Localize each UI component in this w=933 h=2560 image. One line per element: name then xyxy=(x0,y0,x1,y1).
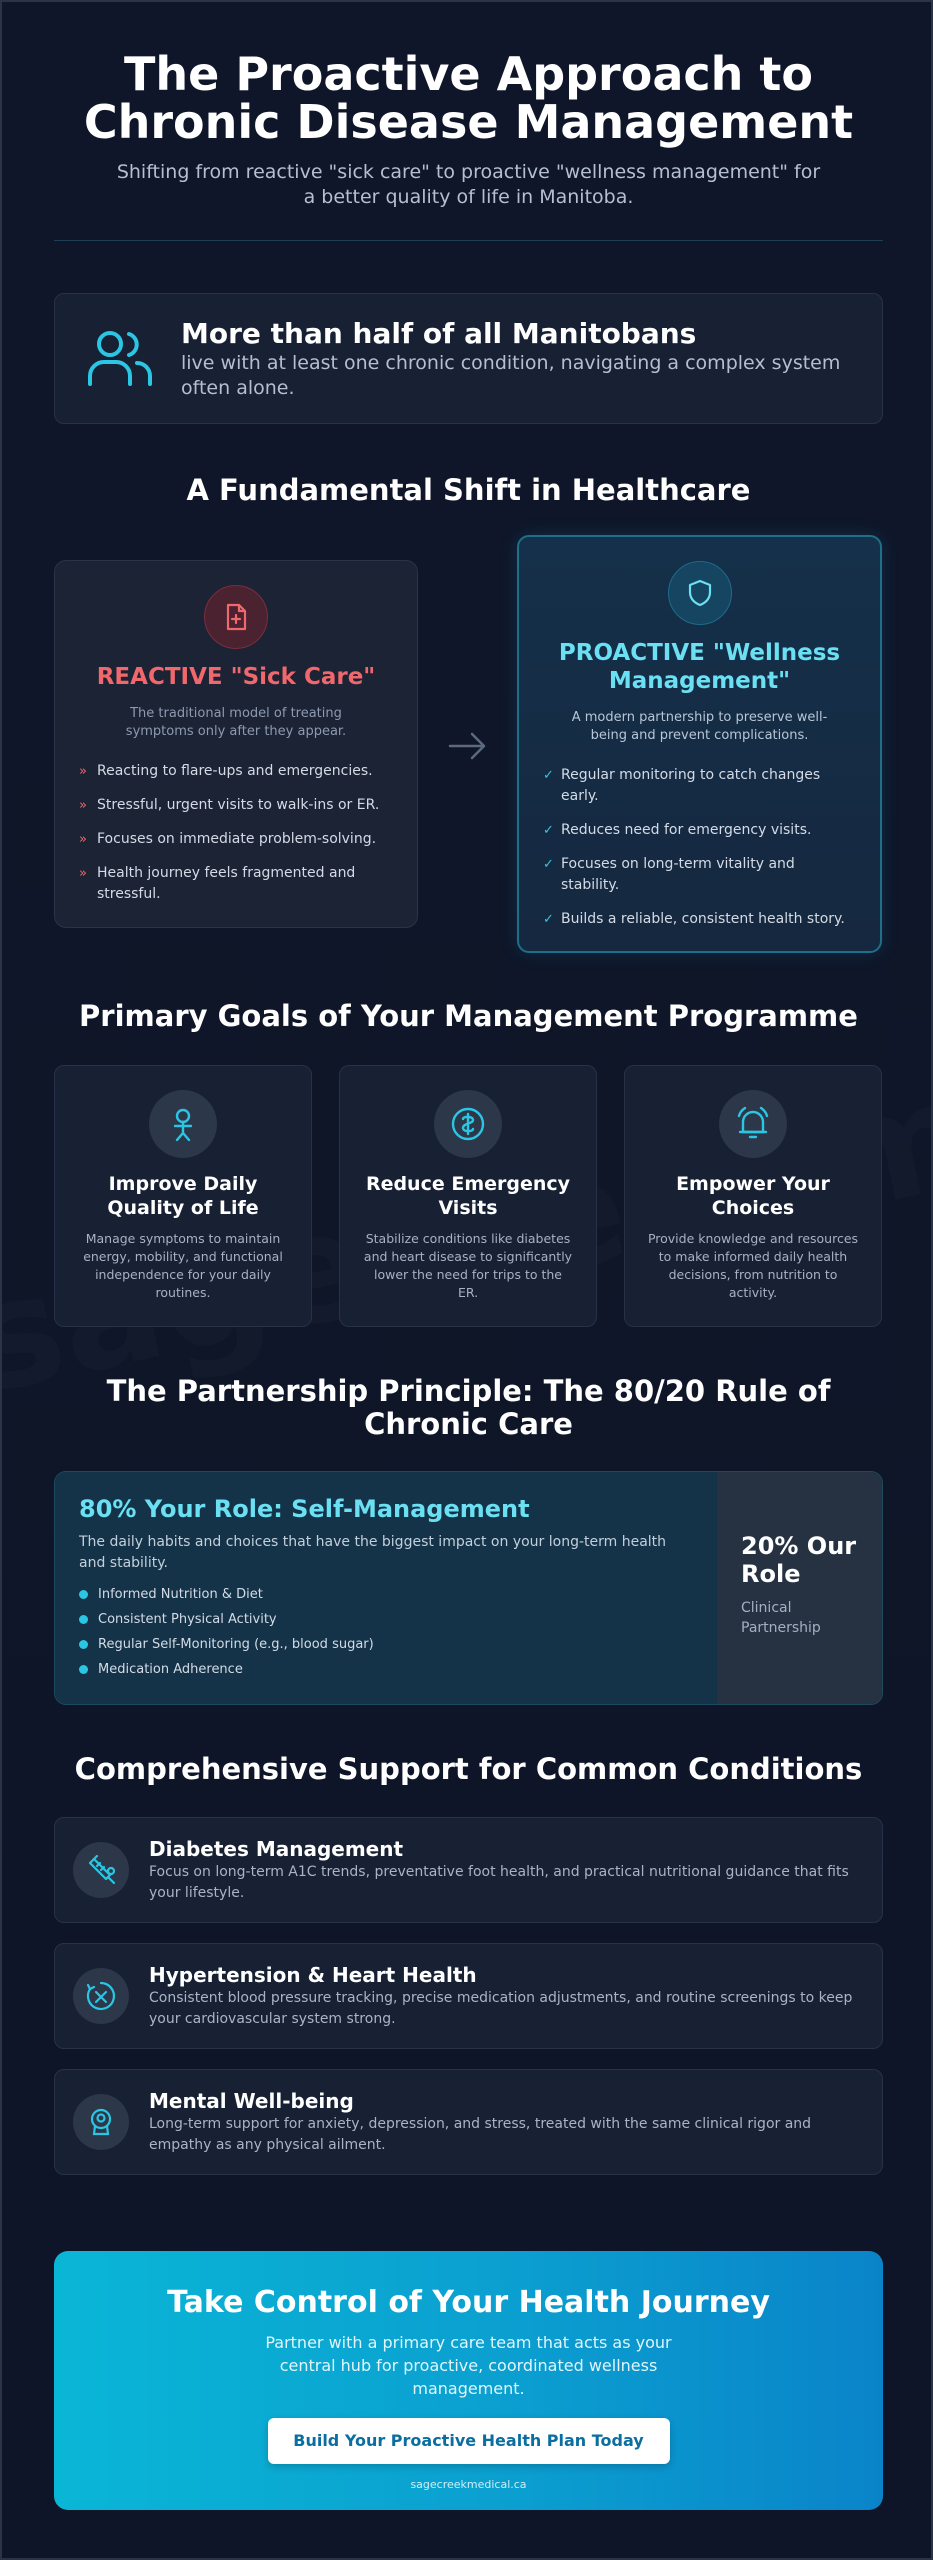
title-line-2: Chronic Disease Management xyxy=(83,95,854,149)
bullet-dot-icon xyxy=(79,1640,88,1649)
goal-card-choices xyxy=(624,1065,882,1327)
reactive-title: REACTIVE "Sick Care" xyxy=(96,664,376,690)
cta-text: Partner with a primary care team that acts as your central hub for proactive, coordinated wellness management. xyxy=(265,2333,672,2398)
list-item: ✓ Reduces need for emergency visits. xyxy=(543,820,856,841)
rule-title: The Partnership Principle: The 80/20 Rule of Chronic Care xyxy=(106,1374,831,1441)
goal-card-quality xyxy=(54,1065,312,1327)
self-title: 80% Your Role: Self-Management xyxy=(79,1495,530,1523)
list-item: Regular Self-Monitoring (e.g., blood sugar) xyxy=(79,1636,693,1653)
condition-text: Consistent blood pressure tracking, precise medication adjustments, and routine screenings to keep your cardiovascular system strong. xyxy=(149,1989,853,2027)
our-role-title: 20% Our Role xyxy=(741,1532,857,1588)
list-item: Medication Adherence xyxy=(79,1661,693,1678)
goals-title: Primary Goals of Your Management Programme xyxy=(79,999,858,1033)
title-line-1: The Proactive Approach to xyxy=(123,47,813,101)
heart-rate-icon xyxy=(84,1979,118,2013)
condition-title: Diabetes Management xyxy=(149,1836,404,1861)
condition-text: Long-term support for anxiety, depression, and stress, treated with the same clinical rigor and empathy as any physical ailment. xyxy=(149,2115,812,2153)
page-subtitle: Shifting from reactive "sick care" to proactive "wellness management" for a better quality of life in Manitoba. xyxy=(116,161,821,208)
hero xyxy=(54,47,883,210)
our-role-panel xyxy=(717,1472,882,1704)
goal-text: Provide knowledge and resources to make informed daily health decisions, from nutrition to activity. xyxy=(647,1231,859,1300)
rule-card xyxy=(54,1471,883,1705)
condition-icon-circle xyxy=(73,2094,129,2150)
proactive-title: PROACTIVE "Wellness Management" xyxy=(558,640,841,694)
check-icon: ✓ xyxy=(543,823,554,838)
condition-title: Hypertension & Heart Health xyxy=(149,1962,477,1987)
bell-icon xyxy=(733,1104,773,1144)
proactive-icon-circle xyxy=(668,561,732,625)
goal-icon-circle xyxy=(434,1090,502,1158)
bullet-dot-icon xyxy=(79,1615,88,1624)
chevron-icon: » xyxy=(79,798,87,813)
goal-card-emergency xyxy=(339,1065,597,1327)
shift-title: A Fundamental Shift in Healthcare xyxy=(186,473,751,507)
shield-icon xyxy=(685,578,715,608)
chevron-icon: » xyxy=(79,764,87,779)
goal-text: Stabilize conditions like diabetes and heart disease to significantly lower the need for trips to the ER. xyxy=(363,1231,573,1300)
condition-icon-circle xyxy=(73,1968,129,2024)
list-item: ✓ Regular monitoring to catch changes early. xyxy=(543,765,856,807)
check-icon: ✓ xyxy=(543,912,554,927)
condition-title: Mental Well-being xyxy=(149,2088,354,2113)
our-role-text: Clinical Partnership xyxy=(741,1600,821,1636)
check-icon: ✓ xyxy=(543,857,554,872)
medical-file-icon xyxy=(221,602,251,632)
website-link[interactable]: sagecreekmedical.ca xyxy=(410,2478,527,2491)
reactive-desc: The traditional model of treating symptoms only after they appear. xyxy=(125,706,347,739)
bullet-dot-icon xyxy=(79,1665,88,1674)
list-item: ✓ Builds a reliable, consistent health story. xyxy=(543,909,856,930)
cta-banner xyxy=(54,2251,883,2510)
stat-card xyxy=(54,293,883,424)
mind-icon xyxy=(85,2106,117,2138)
proactive-list xyxy=(519,765,880,930)
self-text: The daily habits and choices that have the biggest impact on your long-term health and stability. xyxy=(79,1534,667,1571)
chevron-icon: » xyxy=(79,832,87,847)
condition-card-hypertension xyxy=(54,1943,883,2049)
goal-icon-circle xyxy=(149,1090,217,1158)
goal-title: Improve Daily Quality of Life xyxy=(107,1173,259,1219)
condition-card-mental xyxy=(54,2069,883,2175)
list-item: Informed Nutrition & Diet xyxy=(79,1586,693,1603)
condition-card-diabetes xyxy=(54,1817,883,1923)
bullet-dot-icon xyxy=(79,1590,88,1599)
list-item: » Reacting to flare-ups and emergencies. xyxy=(79,761,393,782)
list-item: » Focuses on immediate problem-solving. xyxy=(79,829,393,850)
list-item: » Health journey feels fragmented and stressful. xyxy=(79,863,393,905)
person-icon xyxy=(165,1106,201,1142)
stat-text: live with at least one chronic condition, navigating a complex system often alone. xyxy=(181,351,841,399)
users-icon xyxy=(85,324,155,394)
self-list xyxy=(79,1586,693,1678)
goal-icon-circle xyxy=(719,1090,787,1158)
list-item: » Stressful, urgent visits to walk-ins or ER. xyxy=(79,795,393,816)
list-item: ✓ Focuses on long-term vitality and stability. xyxy=(543,854,856,896)
goal-title: Empower Your Choices xyxy=(676,1173,830,1219)
check-icon: ✓ xyxy=(543,768,554,783)
arrow-right-icon xyxy=(446,724,490,768)
proactive-card xyxy=(517,535,882,953)
list-item: Consistent Physical Activity xyxy=(79,1611,693,1628)
page-title xyxy=(54,47,883,149)
proactive-desc: A modern partnership to preserve well-being and prevent complications. xyxy=(571,710,828,743)
goal-text: Manage symptoms to maintain energy, mobility, and functional independence for your daily routines. xyxy=(83,1231,283,1300)
chevron-icon: » xyxy=(79,866,87,881)
condition-text: Focus on long-term A1C trends, preventative foot health, and practical nutritional guidance that fits your lifestyle. xyxy=(149,1863,849,1901)
reactive-list xyxy=(55,761,417,905)
goal-title: Reduce Emergency Visits xyxy=(365,1173,571,1219)
build-plan-button[interactable]: Build Your Proactive Health Plan Today xyxy=(268,2418,670,2464)
reactive-icon-circle xyxy=(204,585,268,649)
conditions-title: Comprehensive Support for Common Conditions xyxy=(74,1752,863,1786)
stat-heading: More than half of all Manitobans xyxy=(181,316,697,350)
condition-icon-circle xyxy=(73,1842,129,1898)
emergency-icon xyxy=(449,1105,487,1143)
reactive-card xyxy=(54,560,418,928)
divider xyxy=(54,240,883,241)
self-management-panel xyxy=(55,1472,717,1704)
cta-title: Take Control of Your Health Journey xyxy=(167,2285,770,2320)
syringe-icon xyxy=(85,1854,117,1886)
